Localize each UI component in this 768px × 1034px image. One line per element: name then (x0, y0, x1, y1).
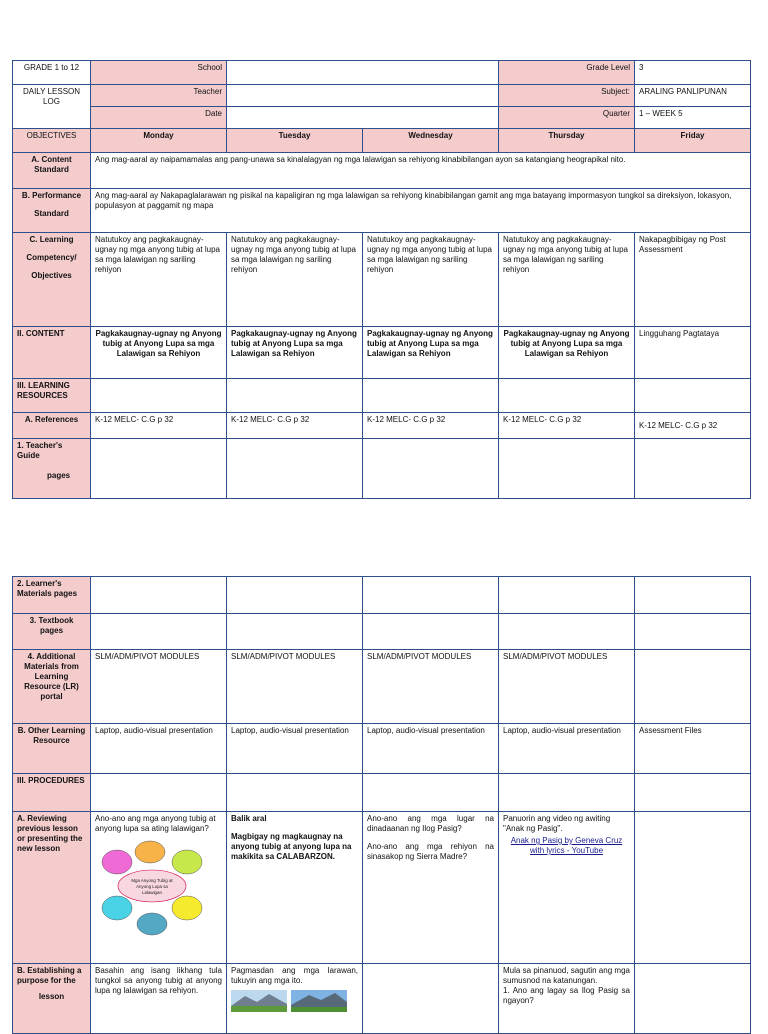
teachers-guide-friday (635, 439, 751, 499)
other-resource-friday: Assessment Files (635, 724, 751, 774)
reviewing-tuesday (227, 812, 363, 964)
additional-materials-wednesday: SLM/ADM/PIVOT MODULES (363, 650, 499, 724)
other-resource-wednesday: Laptop, audio-visual presentation (363, 724, 499, 774)
references-tuesday: K-12 MELC- C.G p 32 (227, 413, 363, 439)
reviewing-tuesday-body: Magbigay ng magkaugnay na anyong tubig at anyong lupa na makikita sa CALABARZON. (231, 832, 352, 861)
teacher-field[interactable] (227, 85, 499, 107)
references-thursday: K-12 MELC- C.G p 32 (499, 413, 635, 439)
additional-materials-thursday: SLM/ADM/PIVOT MODULES (499, 650, 635, 724)
additional-materials-friday (635, 650, 751, 724)
reviewing-thursday-instruction: Panuorin ang video ng awiting "Anak ng Pasig". (503, 814, 611, 833)
competency-label-line3: Objectives (31, 271, 72, 280)
content-friday: Lingguhang Pagtataya (635, 327, 751, 379)
other-resource-thursday: Laptop, audio-visual presentation (499, 724, 635, 774)
content-wednesday: Pagkakaugnay-ugnay ng Anyong tubig at Anyong Lupa sa mga Lalawigan sa Rehiyon (363, 327, 499, 379)
performance-label-line2: Standard (34, 209, 69, 218)
learners-materials-thursday (499, 577, 635, 614)
learning-resources-tuesday (227, 379, 363, 413)
lesson-log-table-top (12, 60, 751, 499)
quarter-label: Quarter (499, 107, 635, 129)
establishing-thursday-text: Mula sa pinanuod, sagutin ang mga sumusnod na katanungan. (503, 966, 630, 985)
content-standard-label: A. Content Standard (13, 153, 91, 189)
date-field[interactable] (227, 107, 499, 129)
wednesday-header: Wednesday (363, 129, 499, 153)
establishing-label-line1: B. Establishing a purpose for the (17, 966, 82, 985)
monday-header: Monday (91, 129, 227, 153)
reviewing-friday (635, 812, 751, 964)
competency-wednesday: Natutukoy ang pagkakaugnay-ugnay ng mga anyong tubig at lupa sa mga lalawigan ng sariling rehiyon (363, 233, 499, 327)
procedures-tuesday (227, 774, 363, 812)
grade-label: GRADE 1 to 12 (13, 61, 91, 85)
establishing-label-line2: lesson (38, 992, 65, 1001)
competency-label-line2: Competency/ (26, 253, 77, 262)
landscape-photos (231, 990, 358, 1012)
competency-monday: Natutukoy ang pagkakaugnay-ugnay ng mga anyong tubig at lupa sa mga lalawigan ng sariling rehiyon (91, 233, 227, 327)
reviewing-thursday (499, 812, 635, 964)
school-label: School (91, 61, 227, 85)
content-label: II. CONTENT (13, 327, 91, 379)
learners-materials-wednesday (363, 577, 499, 614)
textbook-label-line2: pages (39, 626, 64, 635)
establishing-tuesday-text: Pagmasdan ang mga larawan, tukuyin ang mga ito. (231, 966, 358, 985)
competency-label-line1: C. Learning (29, 235, 74, 244)
svg-text:Lalawigan: Lalawigan (142, 890, 162, 895)
competency-tuesday: Natutukoy ang pagkakaugnay-ugnay ng mga anyong tubig at lupa sa mga lalawigan ng sariling rehiyon (227, 233, 363, 327)
grade-level-label: Grade Level (499, 61, 635, 85)
performance-label-line1: B. Performance (21, 191, 82, 200)
teachers-guide-monday (91, 439, 227, 499)
teachers-guide-thursday (499, 439, 635, 499)
procedures-friday (635, 774, 751, 812)
textbook-wednesday (363, 614, 499, 650)
learners-materials-tuesday (227, 577, 363, 614)
other-resource-label: B. Other Learning Resource (13, 724, 91, 774)
procedures-label: III. PROCEDURES (13, 774, 91, 812)
content-thursday: Pagkakaugnay-ugnay ng Anyong tubig at Anyong Lupa sa mga Lalawigan sa Rehiyon (499, 327, 635, 379)
svg-text:Mga Anyong Tubig at: Mga Anyong Tubig at (131, 878, 173, 883)
teachers-guide-label-line2: pages (47, 471, 71, 480)
reviewing-wednesday-q1: Ano-ano ang mga lugar na dinadaanan ng Ilog Pasig? (367, 814, 494, 833)
performance-standard-text: Ang mag-aaral ay Nakapaglalarawan ng pisikal na kapaligiran ng mga lalawigan sa rehiyong kinabibilangan gamit ang mga batayang impormasyon tungkol sa direksiyon, lokasyon, populasyon at paggamit ng mapa (91, 189, 751, 233)
additional-materials-tuesday: SLM/ADM/PIVOT MODULES (227, 650, 363, 724)
school-field[interactable] (227, 61, 499, 85)
textbook-friday (635, 614, 751, 650)
lesson-log-table-bottom (12, 576, 751, 1034)
references-label: A. References (13, 413, 91, 439)
learning-resources-wednesday (363, 379, 499, 413)
reviewing-thursday-link-wrap (503, 836, 630, 856)
other-resource-monday: Laptop, audio-visual presentation (91, 724, 227, 774)
daily-lesson-log-label: DAILY LESSON LOG (13, 85, 91, 129)
other-resource-tuesday: Laptop, audio-visual presentation (227, 724, 363, 774)
reviewing-wednesday (363, 812, 499, 964)
teachers-guide-wednesday (363, 439, 499, 499)
additional-materials-monday: SLM/ADM/PIVOT MODULES (91, 650, 227, 724)
establishing-friday (635, 964, 751, 1034)
performance-standard-label (13, 189, 91, 233)
tuesday-header: Tuesday (227, 129, 363, 153)
procedures-wednesday (363, 774, 499, 812)
learners-materials-friday (635, 577, 751, 614)
learning-resources-thursday (499, 379, 635, 413)
reviewing-monday-question: Ano-ano ang mga anyong tubig at anyong lupa sa ating lalawigan? (95, 814, 216, 833)
reviewing-tuesday-title: Balik aral (231, 814, 267, 823)
textbook-thursday (499, 614, 635, 650)
mountain-photo-icon (231, 990, 287, 1012)
references-friday: K-12 MELC- C.G p 32 (635, 413, 751, 439)
mind-map-icon (95, 840, 207, 936)
competency-friday: Nakapagbibigay ng Post Assessment (635, 233, 751, 327)
competency-label (13, 233, 91, 327)
friday-header: Friday (635, 129, 751, 153)
establishing-monday: Basahin ang isang likhang tula tungkol sa anyong tubig at anyong lupa ng lalawigan sa rehiyon. (91, 964, 227, 1034)
youtube-video-link[interactable]: Anak ng Pasig by Geneva Cruz with lyrics - YouTube (510, 836, 623, 855)
teachers-guide-tuesday (227, 439, 363, 499)
procedures-thursday (499, 774, 635, 812)
content-tuesday: Pagkakaugnay-ugnay ng Anyong tubig at Anyong Lupa sa mga Lalawigan sa Rehiyon (227, 327, 363, 379)
objectives-header: OBJECTIVES (13, 129, 91, 153)
svg-text:Anyong Lupa sa: Anyong Lupa sa (136, 884, 168, 889)
textbook-label-line1: 3. Textbook (29, 616, 74, 625)
learners-materials-monday (91, 577, 227, 614)
teachers-guide-label (13, 439, 91, 499)
procedures-monday (91, 774, 227, 812)
content-standard-text: Ang mag-aaral ay naipamamalas ang pang-unawa sa kinalalagyan ng mga lalawigan sa rehiyong kinabibilangan ayon sa katangiang heograpikal nito. (91, 153, 751, 189)
references-wednesday: K-12 MELC- C.G p 32 (363, 413, 499, 439)
date-label: Date (91, 107, 227, 129)
establishing-wednesday (363, 964, 499, 1034)
establishing-purpose-label (13, 964, 91, 1034)
subject-label: Subject: (499, 85, 635, 107)
additional-materials-label: 4. Additional Materials from Learning Resource (LR) portal (13, 650, 91, 724)
learning-resources-monday (91, 379, 227, 413)
establishing-thursday-q1: 1. Ano ang lagay sa Ilog Pasig sa ngayon? (503, 986, 630, 1005)
quarter-value: 1 – WEEK 5 (635, 107, 751, 129)
mountain-photo-icon (291, 990, 347, 1012)
references-monday: K-12 MELC- C.G p 32 (91, 413, 227, 439)
competency-thursday: Natutukoy ang pagkakaugnay-ugnay ng mga anyong tubig at lupa sa mga lalawigan ng sariling rehiyon (499, 233, 635, 327)
textbook-label (13, 614, 91, 650)
establishing-tuesday (227, 964, 363, 1034)
reviewing-label: A. Reviewing previous lesson or presenting the new lesson (13, 812, 91, 964)
content-monday: Pagkakaugnay-ugnay ng Anyong tubig at Anyong Lupa sa mga Lalawigan sa Rehiyon (91, 327, 227, 379)
grade-level-value: 3 (635, 61, 751, 85)
teachers-guide-label-line1: 1. Teacher's Guide (17, 441, 63, 460)
reviewing-monday (91, 812, 227, 964)
learners-materials-label: 2. Learner's Materials pages (13, 577, 91, 614)
textbook-tuesday (227, 614, 363, 650)
teacher-label: Teacher (91, 85, 227, 107)
learning-resources-label: III. LEARNING RESOURCES (13, 379, 91, 413)
reviewing-wednesday-q2: Ano-ano ang mga rehiyon na sinasakop ng Sierra Madre? (367, 842, 494, 861)
establishing-thursday (499, 964, 635, 1034)
learning-resources-friday (635, 379, 751, 413)
thursday-header: Thursday (499, 129, 635, 153)
subject-value: ARALING PANLIPUNAN (635, 85, 751, 107)
concept-map-diagram (95, 840, 222, 939)
textbook-monday (91, 614, 227, 650)
